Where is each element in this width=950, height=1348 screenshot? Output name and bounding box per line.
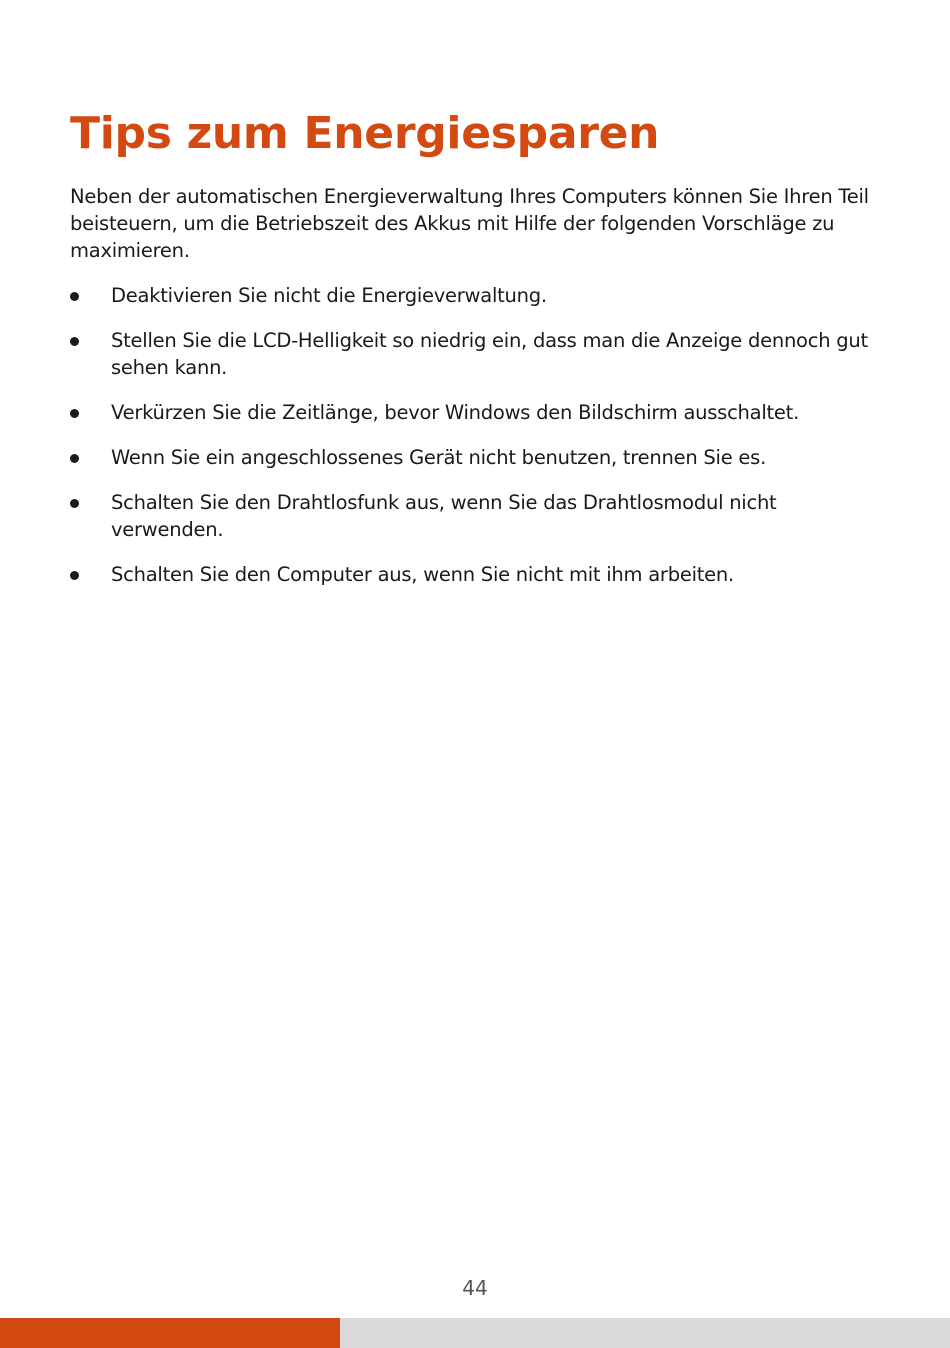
list-item — [70, 444, 885, 471]
list-item-text: Deaktivieren Sie nicht die Energieverwaltung. — [111, 284, 547, 307]
list-item — [70, 489, 885, 543]
list-item-text: Wenn Sie ein angeschlossenes Gerät nicht benutzen, trennen Sie es. — [111, 446, 767, 469]
page-number: 44 — [462, 1276, 488, 1300]
bullet-icon — [70, 292, 79, 301]
footer-accent-bar — [0, 1318, 340, 1348]
list-item-text: Schalten Sie den Computer aus, wenn Sie nicht mit ihm arbeiten. — [111, 563, 734, 586]
page-title: Tips zum Energiesparen — [70, 108, 660, 159]
tips-list — [70, 282, 885, 606]
list-item-text: Schalten Sie den Drahtlosfunk aus, wenn Sie das Drahtlosmodul nicht verwenden. — [111, 491, 777, 541]
list-item-text: Stellen Sie die LCD-Helligkeit so niedrig ein, dass man die Anzeige dennoch gut sehen kann. — [111, 329, 868, 379]
bullet-icon — [70, 454, 79, 463]
list-item — [70, 327, 885, 381]
bullet-icon — [70, 409, 79, 418]
bullet-icon — [70, 499, 79, 508]
bullet-icon — [70, 571, 79, 580]
bullet-icon — [70, 337, 79, 346]
list-item-text: Verkürzen Sie die Zeitlänge, bevor Windows den Bildschirm ausschaltet. — [111, 401, 800, 424]
list-item — [70, 399, 885, 426]
intro-paragraph: Neben der automatischen Energieverwaltung Ihres Computers können Sie Ihren Teil beisteuern, um die Betriebszeit des Akkus mit Hilfe der folgenden Vorschläge zu maximieren. — [70, 185, 869, 262]
list-item — [70, 561, 885, 588]
list-item — [70, 282, 885, 309]
footer-gray-bar — [340, 1318, 950, 1348]
